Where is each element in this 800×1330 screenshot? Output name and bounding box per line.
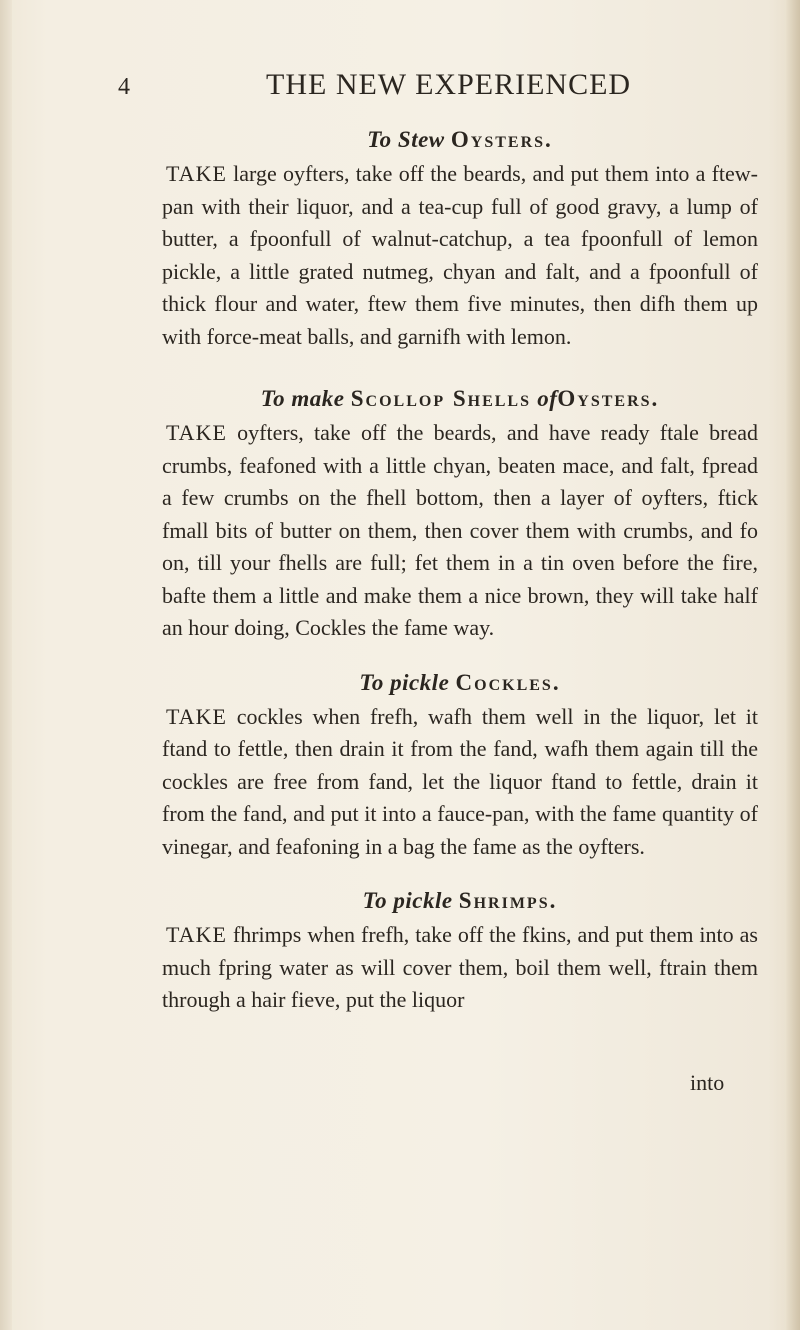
page-gutter	[0, 0, 12, 1330]
recipe-lead-word: TAKE	[166, 703, 227, 729]
recipe-title	[162, 885, 758, 917]
recipe-stew-oysters	[162, 124, 758, 353]
running-head: THE NEW EXPERIENCED	[266, 68, 632, 101]
recipe-body-text: cockles when frefh, wafh them well in the liquor, let it ftand to fettle, then drain it from the fand, wafh them again till the cockles are free from fand, let the liquor ftand to fettle, drain it from the fand, and put it into a fauce-pan, with the fame quantity of vinegar, and feafoning in a bag the fame as the oyfters.	[162, 703, 758, 859]
recipe-title-italic-of: of	[537, 386, 558, 411]
recipe-lead-word: TAKE	[166, 161, 227, 186]
recipe-title-italic: To make	[260, 386, 345, 411]
page-header	[118, 68, 758, 108]
recipe-title-caps: Cockles.	[455, 669, 561, 695]
recipe-body-text: oyfters, take off the beards, and have ready ftale bread crumbs, feafoned with a little chyan, beaten mace, and falt, fpread a few crumbs on the fhell bottom, then a layer of oyfters, ftick fmall bits of butter on them, then cover them with crumbs, and fo on, till your fhells are full; fet them in a tin oven before the fire, bafte them a little and make them a nice brown, they will take half an hour doing, Cockles the fame way.	[162, 420, 758, 640]
recipe-lead-word: TAKE	[166, 922, 227, 947]
recipe-body-text: large oyfters, take off the beards, and put them into a ftew-pan with their liquor, and a tea-cup full of good gravy, a lump of butter, a fpoonfull of walnut-catchup, a tea fpoonfull of lemon pickle, a little grated nutmeg, chyan and falt, and a fpoonfull of thick flour and water, ftew them five minutes, then difh them up with force-meat balls, and garnifh with lemon.	[162, 161, 758, 349]
recipe-body-text: fhrimps when frefh, take off the fkins, and put them into as much fpring water as will cover them, boil them well, ftrain them through a hair fieve, put the liquor	[162, 922, 758, 1012]
recipe-scollop-shells-of-oysters	[162, 383, 758, 645]
recipe-pickle-cockles	[162, 667, 758, 864]
recipe-title-italic: To pickle	[359, 669, 450, 695]
recipe-text	[162, 158, 758, 353]
recipe-title	[162, 124, 758, 156]
recipe-title-caps: Shrimps.	[458, 888, 558, 913]
page-edge	[786, 0, 800, 1330]
recipe-title-italic: To pickle	[362, 888, 453, 913]
recipe-title-caps: Oysters.	[450, 127, 553, 152]
recipe-text	[162, 701, 758, 864]
page-content	[162, 124, 758, 1017]
page-number: 4	[118, 74, 130, 100]
recipe-title-caps-post: Oysters.	[557, 386, 660, 411]
recipe-pickle-shrimps	[162, 885, 758, 1017]
catchword: into	[690, 1070, 725, 1095]
recipe-title	[162, 383, 758, 415]
recipe-lead-word: TAKE	[166, 420, 227, 445]
recipe-title	[162, 667, 758, 699]
recipe-text	[162, 417, 758, 645]
recipe-title-caps: Scollop Shells	[350, 386, 531, 411]
recipe-text	[162, 919, 758, 1017]
recipe-title-italic: To Stew	[367, 127, 445, 152]
